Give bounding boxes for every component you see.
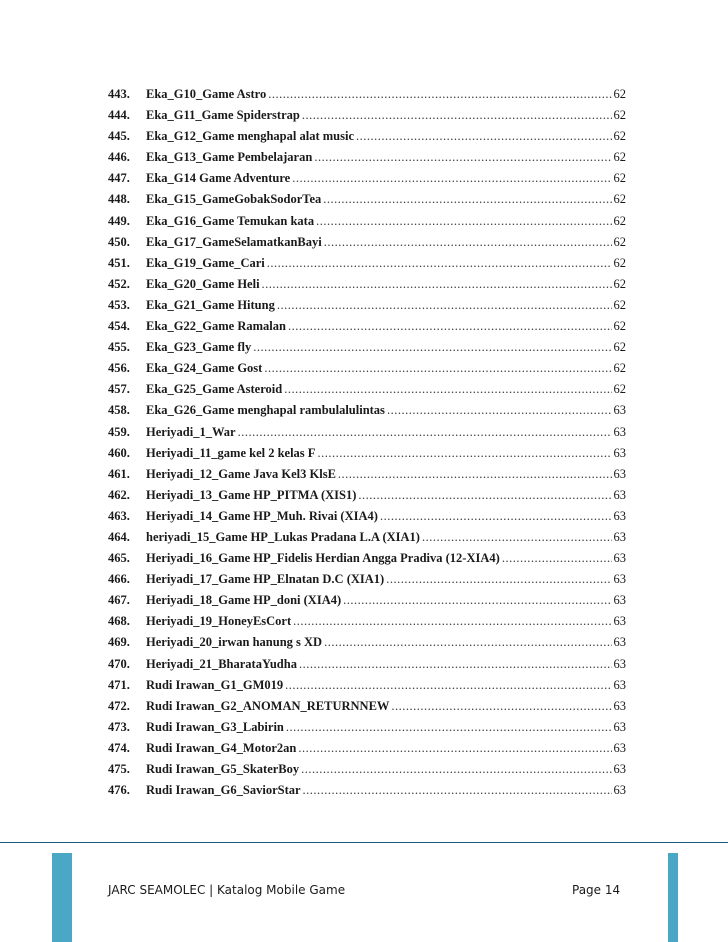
toc-entry-number: 463.	[108, 508, 130, 523]
toc-dot-leader	[292, 168, 611, 189]
toc-entry-title: Heriyadi_14_Game HP_Muh. Rivai (XIA4)	[146, 508, 378, 523]
toc-entry-number: 456.	[108, 361, 130, 376]
toc-entry-title: Eka_G25_Game Asteroid	[146, 382, 283, 397]
toc-entry-page: 62	[613, 213, 626, 228]
toc-entry-page: 63	[613, 677, 626, 692]
toc-dot-leader	[380, 506, 612, 527]
toc-entry-number: 451.	[108, 255, 130, 270]
toc-entry-number: 445.	[108, 129, 130, 144]
toc-entry[interactable]	[108, 548, 626, 569]
toc-entry-title: Eka_G17_GameSelamatkanBayi	[146, 234, 322, 249]
toc-entry[interactable]	[108, 485, 626, 506]
toc-entry-page: 62	[613, 171, 626, 186]
toc-entry[interactable]	[108, 611, 626, 632]
toc-entry-page: 63	[613, 698, 626, 713]
toc-entry-number: 457.	[108, 382, 130, 397]
toc-dot-leader	[324, 232, 612, 253]
toc-entry-page: 63	[613, 529, 626, 544]
toc-entry[interactable]	[108, 506, 626, 527]
toc-entry-number: 471.	[108, 677, 130, 692]
toc-entry-number: 453.	[108, 297, 130, 312]
toc-entry-number: 458.	[108, 403, 130, 418]
toc-entry-title: Eka_G19_Game_Cari	[146, 255, 265, 270]
toc-entry-page: 63	[613, 762, 626, 776]
toc-dot-leader	[293, 611, 611, 632]
toc-dot-leader	[267, 253, 612, 274]
toc-entry-page: 62	[613, 276, 626, 291]
toc-entry-number: 473.	[108, 719, 130, 734]
toc-entry-title: Rudi Irawan_G4_Motor2an	[146, 740, 297, 755]
toc-entry-number: 461.	[108, 466, 130, 481]
toc-entry-number: 475.	[108, 762, 130, 776]
toc-entry-page: 62	[613, 129, 626, 144]
toc-entry-page: 62	[613, 319, 626, 334]
toc-entry[interactable]	[108, 379, 626, 400]
toc-dot-leader	[356, 126, 612, 147]
toc-entry-number: 460.	[108, 445, 130, 460]
toc-entry[interactable]	[108, 780, 626, 801]
toc-entry-number: 450.	[108, 234, 130, 249]
toc-dot-leader	[253, 337, 611, 358]
toc-entry-number: 467.	[108, 593, 130, 608]
toc-entry[interactable]	[108, 84, 626, 105]
toc-entry[interactable]	[108, 527, 626, 548]
toc-entry-page: 63	[613, 656, 626, 671]
toc-entry[interactable]	[108, 717, 626, 738]
toc-entry-title: Eka_G23_Game fly	[146, 340, 252, 355]
toc-dot-leader	[324, 632, 611, 653]
toc-entry-number: 448.	[108, 192, 130, 207]
toc-dot-leader	[268, 84, 611, 105]
toc-entry-title: Heriyadi_13_Game HP_PITMA (XIS1)	[146, 487, 357, 502]
toc-entry[interactable]	[108, 126, 626, 147]
toc-entry-number: 459.	[108, 424, 130, 439]
toc-dot-leader	[299, 654, 612, 675]
toc-entry-number: 466.	[108, 572, 130, 587]
toc-entry-page: 62	[613, 150, 626, 165]
toc-dot-leader	[502, 548, 612, 569]
toc-dot-leader	[302, 105, 612, 126]
footer-accent-bar-right	[668, 853, 678, 942]
toc-entry-page: 63	[613, 403, 626, 418]
toc-entry-number: 465.	[108, 551, 130, 566]
toc-entry-title: Rudi Irawan_G3_Labirin	[146, 719, 284, 734]
toc-entry[interactable]	[108, 316, 626, 337]
toc-entry-number: 446.	[108, 150, 130, 165]
toc-entry-title: Eka_G21_Game Hitung	[146, 297, 275, 312]
toc-entry[interactable]	[108, 232, 626, 253]
toc-entry-number: 462.	[108, 487, 130, 502]
toc-entry-title: Heriyadi_1_War	[146, 424, 236, 439]
toc-dot-leader	[288, 316, 612, 337]
toc-dot-leader	[286, 717, 612, 738]
toc-dot-leader	[284, 379, 611, 400]
toc-dot-leader	[277, 295, 612, 316]
toc-dot-leader	[387, 400, 612, 421]
toc-entry-number: 452.	[108, 276, 130, 291]
toc-entry-page: 62	[613, 297, 626, 312]
toc-entry-page: 63	[613, 508, 626, 523]
toc-entry-title: Eka_G13_Game Pembelajaran	[146, 150, 313, 165]
toc-dot-leader	[422, 527, 612, 548]
table-of-contents	[108, 84, 626, 801]
toc-entry-page: 62	[613, 192, 626, 207]
toc-entry-title: Eka_G22_Game Ramalan	[146, 319, 286, 334]
toc-entry[interactable]	[108, 211, 626, 232]
toc-entry-page: 63	[613, 572, 626, 587]
toc-entry-page: 63	[613, 551, 626, 566]
toc-entry-number: 449.	[108, 213, 130, 228]
toc-entry-number: 464.	[108, 529, 130, 544]
toc-entry-page: 62	[613, 108, 626, 123]
toc-entry-title: Eka_G15_GameGobakSodorTea	[146, 192, 322, 207]
toc-entry-page: 62	[613, 255, 626, 270]
toc-dot-leader	[262, 274, 612, 295]
toc-entry[interactable]	[108, 675, 626, 696]
toc-dot-leader	[343, 590, 611, 611]
toc-entry-title: Rudi Irawan_G6_SaviorStar	[146, 783, 301, 798]
footer-document-title: JARC SEAMOLEC | Katalog Mobile Game	[108, 883, 346, 897]
toc-dot-leader	[316, 211, 611, 232]
toc-dot-leader	[301, 759, 611, 780]
toc-entry-page: 62	[613, 382, 626, 397]
toc-entry-page: 63	[613, 783, 626, 798]
toc-entry[interactable]	[108, 400, 626, 421]
toc-entry[interactable]	[108, 168, 626, 189]
toc-entry-page: 63	[613, 719, 626, 734]
toc-entry[interactable]	[108, 590, 626, 611]
toc-entry[interactable]	[108, 464, 626, 485]
footer-divider	[0, 842, 728, 843]
toc-entry[interactable]	[108, 295, 626, 316]
toc-dot-leader	[358, 485, 611, 506]
toc-entry[interactable]	[108, 443, 626, 464]
toc-entry[interactable]	[108, 337, 626, 358]
toc-entry-title: Heriyadi_21_BharataYudha	[146, 656, 297, 671]
toc-entry-title: Eka_G12_Game menghapal alat music	[146, 129, 354, 144]
toc-entry-number: 454.	[108, 319, 130, 334]
footer-page-number: Page 14	[572, 883, 621, 897]
toc-entry-page: 62	[613, 361, 626, 376]
toc-entry-title: Heriyadi_19_HoneyEsCort	[146, 614, 292, 629]
toc-entry-title: Eka_G20_Game Heli	[146, 276, 260, 291]
toc-entry-title: Heriyadi_18_Game HP_doni (XIA4)	[146, 593, 342, 608]
toc-entry[interactable]	[108, 654, 626, 675]
toc-dot-leader	[298, 738, 611, 759]
toc-entry-number: 472.	[108, 698, 130, 713]
toc-entry-title: Rudi Irawan_G5_SkaterBoy	[146, 762, 300, 776]
toc-entry-page: 62	[613, 87, 626, 101]
toc-entry-page: 62	[613, 234, 626, 249]
toc-dot-leader	[314, 147, 611, 168]
toc-entry-title: Eka_G24_Game Gost	[146, 361, 263, 376]
toc-entry-title: Heriyadi_12_Game Java Kel3 KlsE	[146, 466, 336, 481]
toc-dot-leader	[303, 780, 612, 801]
toc-entry-title: Eka_G11_Game Spiderstrap	[146, 108, 300, 123]
toc-entry-title: Heriyadi_20_irwan hanung s XD	[146, 635, 323, 650]
toc-entry[interactable]	[108, 147, 626, 168]
toc-entry-page: 63	[613, 593, 626, 608]
toc-entry-number: 455.	[108, 340, 130, 355]
toc-entry-title: Rudi Irawan_G1_GM019	[146, 677, 284, 692]
toc-dot-leader	[264, 358, 611, 379]
toc-entry-page: 62	[613, 340, 626, 355]
toc-entry[interactable]	[108, 738, 626, 759]
toc-entry-title: Eka_G14 Game Adventure	[146, 171, 291, 186]
toc-entry-page: 63	[613, 466, 626, 481]
toc-entry-title: Heriyadi_16_Game HP_Fidelis Herdian Angga Pradiva (12-XIA4)	[146, 551, 500, 566]
toc-entry-page: 63	[613, 740, 626, 755]
toc-entry-page: 63	[613, 487, 626, 502]
toc-entry-number: 443.	[108, 87, 130, 101]
toc-entry-number: 470.	[108, 656, 130, 671]
toc-entry[interactable]	[108, 274, 626, 295]
toc-dot-leader	[317, 443, 611, 464]
toc-entry-title: Heriyadi_11_game kel 2 kelas F	[146, 445, 316, 460]
toc-dot-leader	[386, 569, 611, 590]
toc-entry[interactable]	[108, 759, 626, 780]
toc-entry[interactable]	[108, 696, 626, 717]
toc-entry[interactable]	[108, 632, 626, 653]
toc-entry[interactable]	[108, 569, 626, 590]
toc-entry-number: 468.	[108, 614, 130, 629]
toc-entry-page: 63	[613, 635, 626, 650]
toc-entry-title: heriyadi_15_Game HP_Lukas Pradana L.A (XIA1)	[146, 529, 420, 544]
toc-entry[interactable]	[108, 253, 626, 274]
toc-entry-title: Rudi Irawan_G2_ANOMAN_RETURNNEW	[146, 698, 390, 713]
toc-dot-leader	[338, 464, 612, 485]
toc-entry-page: 63	[613, 445, 626, 460]
footer-accent-bar-left	[52, 853, 72, 942]
toc-dot-leader	[323, 189, 611, 210]
toc-entry[interactable]	[108, 189, 626, 210]
toc-entry[interactable]	[108, 358, 626, 379]
toc-entry-number: 447.	[108, 171, 130, 186]
toc-entry-number: 444.	[108, 108, 130, 123]
toc-dot-leader	[285, 675, 611, 696]
toc-dot-leader	[391, 696, 611, 717]
toc-entry-number: 469.	[108, 635, 130, 650]
toc-entry[interactable]	[108, 422, 626, 443]
toc-entry-page: 63	[613, 424, 626, 439]
toc-entry[interactable]	[108, 105, 626, 126]
toc-entry-number: 476.	[108, 783, 130, 798]
toc-entry-number: 474.	[108, 740, 130, 755]
toc-entry-title: Heriyadi_17_Game HP_Elnatan D.C (XIA1)	[146, 572, 385, 587]
toc-entry-title: Eka_G10_Game Astro	[146, 87, 267, 101]
toc-entry-title: Eka_G16_Game Temukan kata	[146, 213, 315, 228]
toc-entry-page: 63	[613, 614, 626, 629]
toc-entry-title: Eka_G26_Game menghapal rambulalulintas	[146, 403, 385, 418]
toc-dot-leader	[238, 422, 612, 443]
